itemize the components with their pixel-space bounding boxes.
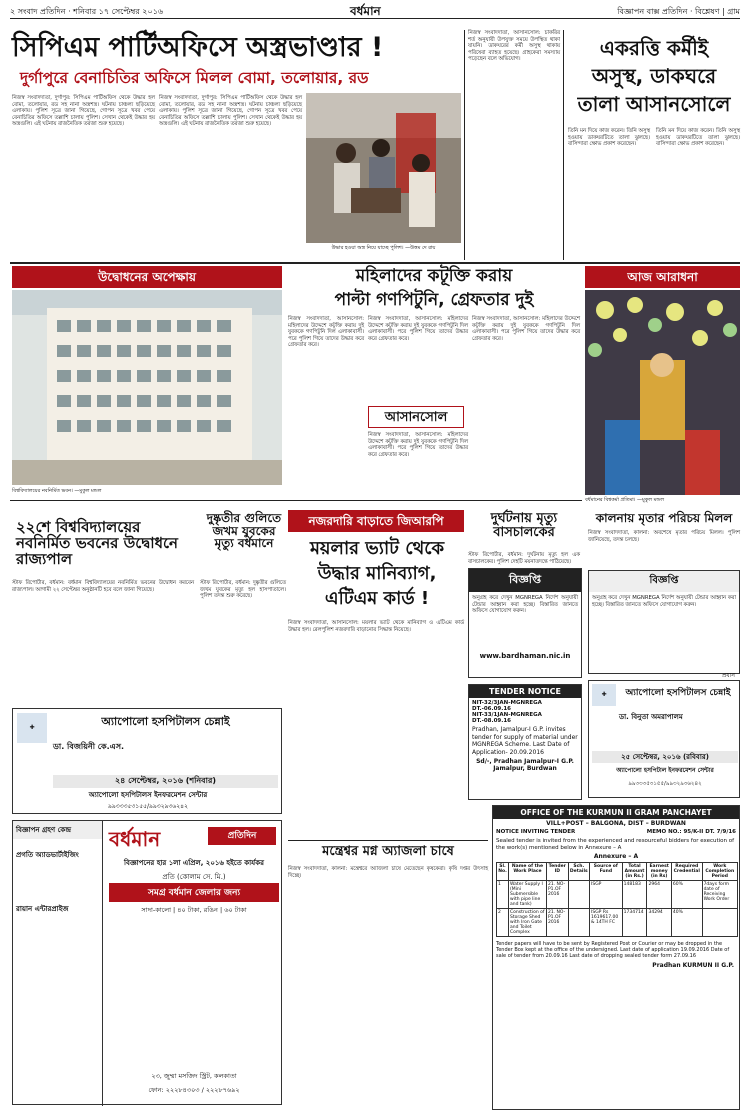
apollo-left-logo: ✚ [17,713,47,743]
apollo-right-title: অ্যাপোলো হসপিটালস চেন্নাই [625,688,731,698]
puja-photo [585,290,740,495]
kurmun-cell-0-8: 7days form date of Receiving Work Order [702,881,737,909]
tender-title: TENDER NOTICE [469,685,581,698]
web-ad-title: বিজ্ঞপ্তি [469,569,581,592]
kurmun-cell-0-4: ISGP [590,881,623,909]
masthead-right: বিজ্ঞাপন বাক্স প্রতিদিন · বিশ্লেষণ | গ্রাম [617,7,740,16]
lead-body-col1: নিজস্ব সংবাদদাতা, দুর্গাপুর: সিপিএম পার্টিঅফিস থেকে উদ্ধার হল বোমা, তলোয়ার, রড সহ নানা অস্ত্রশস্ত্র। ঘটনায় চাঞ্চল্য ছড়িয়েছে এলাকায়। পুলিশ সূত্রে জানা গিয়েছে, গোপন সূত্রে খবর পেয়ে বেনাচিতির অফিসে তল্লাশি চালায় পুলিশ। সেখান থেকেই উদ্ধার হয় অস্ত্রগুলি। এই ঘটনায় রাজনৈতিক তরজা শুরু হয়েছে। [12,95,155,128]
apollo-left-title: অ্যাপোলো হসপিটালস চেন্নাই [101,715,230,728]
accident-headline: দুর্ঘটনায় মৃত্যু বাসচালকের [490,511,558,540]
women-body-col3: নিজস্ব সংবাদদাতা, আসানসোল: মহিলাদের উদ্দেশে কটূক্তি করায় দুই যুবককে গণপিটুনি দিল এলাকাবাসী। পরে পুলিশ গিয়ে তাদের উদ্ধার করে গ্রেফতার করে। [368,432,468,458]
bardhaman-ad-brand: প্রতিদিন [208,827,276,845]
bardhaman-ad-highlight: সমগ্র বর্ধমান জেলার জন্য [109,883,279,902]
bardhaman-ad-address: ২৩, জুম্মা মসজিদ স্ট্রিট, কলকাতা [151,1072,237,1080]
accident-body: স্টাফ রিপোর্টার, বর্ধমান: দুর্ঘটনায় মৃত্যু হল এক বাসচালকের। পুলিশ দেহটি ময়নাতদন্তে পাঠিয়েছে। [468,552,580,565]
web-ad [468,568,582,678]
kurmun-cell-1-7: 40% [671,909,702,937]
kurmun-cell-1-1: Construction of Storage Shed with Iron Gate and Toilet Complex [509,909,547,937]
bardhaman-ad-line2: প্রতি (কোলাম সে. মি.) [162,873,226,881]
crime-body: স্টাফ রিপোর্টার, বর্ধমান: দুষ্কৃতীর গুলিতে জখম যুবকের মৃত্যু হল হাসপাতালে। পুলিশ তদন্ত শুরু করেছে। [200,580,286,600]
kurmun-tender [492,805,740,1110]
paddy-headline: মন্ত্রেশ্বর মগ্ন অ্যাজলা চাষে [322,844,454,859]
bigyapti-ad [588,570,740,679]
apollo-right-venue: অ্যাপোলো হসপিটাল ইনফরমেশন সেন্টার [616,767,714,774]
kurmun-cell-1-8 [702,909,737,937]
right-top-headline-1: একরত্তি কর্মীই [599,36,709,60]
paddy-body: নিজস্ব সংবাদদাতা, কালনা: মন্ত্রেশ্বরে অ্যাজলা চাষে মেতেছেন কৃষকেরা। কৃষি দপ্তর উৎসাহ দিচ্ছে। [288,866,488,879]
university-photo-caption: বিশ্ববিদ্যালয়ের নবনির্মিত ভবন। —মুকুল মন্ডল [12,488,102,494]
bardhaman-ad-phone: ফোন: ২২২৮৪৩০৩ / ২২২৮৭৬৯২ [148,1086,240,1094]
apollo-left-ad [12,708,282,814]
kurmun-table [496,862,738,937]
tender-notice [468,684,582,800]
puja-body: নিজস্ব সংবাদদাতা, কালনা: অবশেষে মৃতার পরিচয় মিলল। পুলিশ জানিয়েছে, তদন্ত চলছে। [588,530,740,543]
puja-headline: কালনায় মৃতার পরিচয় মিলল [595,511,733,525]
table-row [497,881,738,909]
kurmun-cell-0-5: 148183 [622,881,647,909]
apollo-right-ad [588,680,740,798]
kurmun-col-8: Work Completion Period [702,863,737,881]
apollo-left-venue: অ্যাপোলো হসপিটালস ইনফরমেশন সেন্টার [88,791,208,799]
kurmun-cell-0-3 [568,881,589,909]
section-inauguration: উদ্বোধনের অপেক্ষায় [12,266,282,288]
bardhaman-ad-agents [13,821,103,1106]
section-vigilance: নজরদারি বাড়াতে জিআরপি [288,510,464,532]
kurmun-cell-0-7: 60% [671,881,702,909]
kurmun-title: OFFICE OF THE KURMUN II GRAM PANCHAYET [493,806,739,819]
crime-headline: দুষ্কৃতীর গুলিতে জখম যুবকের মৃত্যু বর্ধমানে [206,511,282,551]
bardhaman-ad-label: বিজ্ঞাপন গ্রহণ কেন্দ্র [13,821,102,839]
women-body-col2: নিজস্ব সংবাদদাতা, আসানসোল: মহিলাদের উদ্দেশে কটূক্তি করায় দুই যুবককে গণপিটুনি দিল এলাকাবাসী। পরে পুলিশ গিয়ে তাদের উদ্ধার করে গ্রেফতার করে। [368,316,468,342]
kurmun-col-1: Name of the Work Place [509,863,547,881]
apollo-right-logo: ✚ [592,684,616,706]
apollo-right-doctor: ডা. বিনুতা অমরাপালম [619,713,683,721]
kurmun-col-0: Sl. No. [497,863,509,881]
lead-body-col2: নিজস্ব সংবাদদাতা, দুর্গাপুর: সিপিএম পার্টিঅফিস থেকে উদ্ধার হল বোমা, তলোয়ার, রড সহ নানা অস্ত্রশস্ত্র। ঘটনায় চাঞ্চল্য ছড়িয়েছে এলাকায়। পুলিশ সূত্রে জানা গিয়েছে, গোপন সূত্রে খবর পেয়ে বেনাচিতির অফিসে তল্লাশি চালায় পুলিশ। সেখান থেকেই উদ্ধার হয় অস্ত্রগুলি। এই ঘটনায় রাজনৈতিক তরজা শুরু হয়েছে। [159,95,302,128]
kurmun-notice-row [493,828,739,836]
women-body-col4: নিজস্ব সংবাদদাতা, আসানসোল: মহিলাদের উদ্দেশে কটূক্তি করায় দুই যুবককে গণপিটুনি দিল এলাকাবাসী। পরে পুলিশ গিয়ে তাদের উদ্ধার করে গ্রেফতার করে। [472,316,580,342]
right-top-body-col2: তিনি মন দিয়ে কাজ করেন। তিনি অসুস্থ হওয়ায় ডাকঘরটিতে তালা ঝুলছে। বাসিন্দারা ক্ষোভ প্রকাশ করেছেন। [656,128,740,148]
univ-body: স্টাফ রিপোর্টার, বর্ধমান: বর্ধমান বিশ্ববিদ্যালয়ের নবনির্মিত ভবনের উদ্বোধন করবেন রাজ্যপাল। আগামী ২২ সেপ্টেম্বর অনুষ্ঠানটি হবে বলে জানা গিয়েছে। [12,580,194,593]
kurmun-sign: Pradhan KURMUN II G.P. [652,961,734,969]
kurmun-col-5: Total Amount (in Rs.) [622,863,647,881]
puja-photo-caption: বর্ধমানের বিশ্বকর্মা প্রতিমা। —মুকুল মন্ডল [585,497,665,503]
bigyapti-sign: প্রধান [721,672,735,679]
masthead [10,3,740,19]
web-ad-body: অনুগ্রহ করে দেখুন MGNREGA নির্দেশ অনুযায়ী টেন্ডার আহ্বান করা হচ্ছে। বিস্তারিত জানতে অফিসে যোগাযোগ করুন। [472,595,578,615]
kurmun-cell-1-5: 1734714 [622,909,647,937]
apollo-left-doctor: ডা. বিজয়িনী কে.এস. [53,742,125,751]
section-title: বর্ধমান [350,4,381,18]
kurmun-col-6: Earnest money (in Rs) [647,863,671,881]
kurmun-cell-0-0: 1 [497,881,509,909]
right-top-body-col1: তিনি মন দিয়ে কাজ করেন। তিনি অসুস্থ হওয়ায় ডাকঘরটিতে তালা ঝুলছে। বাসিন্দারা ক্ষোভ প্রকাশ করেছেন। [568,128,650,148]
bardhaman-ad-line1: বিজ্ঞাপনের হার ১লা এপ্রিল, ২০১৬ হইতে কার্যকর [124,859,264,867]
kurmun-col-2: Tender ID [546,863,568,881]
kurmun-col-4: Source of Fund [590,863,623,881]
lead-subhead: দুর্গাপুরে বেনাচিতির অফিসে মিলল বোমা, তলোয়ার, রড [20,69,369,87]
kurmun-cell-1-6: 34294 [647,909,671,937]
tender-line1: NIT-32/3JAN-MGNREGA DT.-06.09.16 [472,700,542,712]
moyla-body: নিজস্ব সংবাদদাতা, আসানসোল: ময়লার ভ্যাট থেকে মানিব্যাগ ও এটিএম কার্ড উদ্ধার হল। রেলপুলিশ নজরদারি বাড়ানোর সিদ্ধান্ত নিয়েছে। [288,620,464,633]
tender-sign: Sd/-, Pradhan Jamalpur-I G.P. Jamalpur, Burdwan [476,758,574,772]
moyla-headline-2: উদ্ধার মানিব্যাগ, [317,563,437,584]
kurmun-cell-0-6: 2964 [647,881,671,909]
kurmun-cell-1-0: 2 [497,909,509,937]
lead-photo-caption: উদ্ধার হওয়া অস্ত্র নিয়ে যাচ্ছে পুলিশ। —উত্তম দে রায় [331,245,436,251]
kurmun-footer: Tender papers will have to be sent by Registered Post or Courier or may be dropped in the Tender Box kept at the office of the undersigned. Last date of application 19.09.2016 Date of sale of tender from 20.09.16 Last date of dropping sealed tender form 27.09.16 [496,941,730,960]
moyla-headline-1: ময়লার ভ্যাট থেকে [309,538,445,559]
apollo-right-date: ২৫ সেপ্টেম্বর, ২০১৬ (রবিবার) [592,751,738,763]
table-row [497,909,738,937]
apollo-left-date: ২৪ সেপ্টেম্বর, ২০১৬ (শনিবার) [53,775,278,788]
univ-headline: ২২শে বিশ্ববিদ্যালয়ের নবনির্মিত ভবনের উদ্বোধনে রাজ্যপাল [16,518,178,568]
masthead-left: ২ সংবাদ প্রতিদিন · শনিবার ১৭ সেপ্টেম্বর ২০১৬ [10,7,164,16]
bardhaman-ad-agent2: রায়ান এন্টারপ্রাইজ [16,905,69,913]
bardhaman-ad-title: বর্ধমান [109,827,161,851]
kurmun-memo: MEMO NO.: 95/K-II DT. 7/9/16 [646,829,736,835]
kurmun-table-header [497,863,738,881]
kurmun-col-7: Required Credential [671,863,702,881]
kurmun-notice: NOTICE INVITING TENDER [496,829,576,835]
side-story-body: নিজস্ব সংবাদদাতা, আসানসোল: চাকরির শর্ত অনুযায়ী উপযুক্ত সময়ে উপস্থিত থাকা যায়নি। ডাকঘরের কর্মী অসুস্থ থাকায় পরিষেবা ব্যাহত হয়েছে। গ্রাহকেরা সমস্যায় পড়েছেন বলে অভিযোগ। [468,30,560,63]
moyla-headline-3: এটিএম কার্ড ! [324,588,430,609]
right-top-headline-3: তালা আসানসোলে [577,92,731,116]
lead-headline: সিপিএম পার্টিঅফিসে অস্ত্রভাণ্ডার ! [12,32,384,63]
kurmun-annexure: Annexure – A [593,853,639,860]
kurmun-cell-0-2: 21. NO-P1.OF 2016 [546,881,568,909]
bardhaman-ad [12,820,282,1105]
kurmun-intro: Sealed tender is invited from the experienced and resourceful bidders for execution of the work(s) mentioned below in Annexure – A [496,838,735,851]
tender-body: Pradhan, Jamalpur-I G.P. invites tender for supply of material under MGNREGA Scheme. Last Date of Application- 20.09.2016 [472,726,578,756]
women-headline-2: পাল্টা গণপিটুনি, গ্রেফতার দুই [334,290,534,310]
right-top-headline-2: অসুস্থ, ডাকঘরে [591,64,717,88]
apollo-right-phone: ৯৯৩৩৩৫৩১৫৫/৯৯৩২৯৩৬২৪২ [628,781,702,787]
lead-photo [306,93,461,243]
bigyapti-body: অনুগ্রহ করে দেখুন MGNREGA নির্দেশ অনুযায়ী টেন্ডার আহ্বান করা হচ্ছে। বিস্তারিত জানতে অফিসে যোগাযোগ করুন। [592,595,736,608]
bardhaman-ad-rates: সাদা-কালো | ৪০ টাকা, রঙিন | ৬০ টাকা [141,906,247,914]
section-today: আজ আরাধনা [585,266,740,288]
women-body-col1: নিজস্ব সংবাদদাতা, আসানসোল: মহিলাদের উদ্দেশে কটূক্তি করায় দুই যুবককে গণপিটুনি দিল এলাকাবাসী। পরে পুলিশ গিয়ে তাদের উদ্ধার করে গ্রেফতার করে। [288,316,364,349]
tender-line2: NIT-33/1JAN-MGNREGA DT.-08.09.16 [472,712,542,724]
kurmun-col-3: Sch. Details [568,863,589,881]
section-aasanssol: আসানসোল [368,406,464,428]
kurmun-cell-1-2: 21. NO-P1.OF 2016 [546,909,568,937]
bardhaman-ad-agent1: প্রগতি অ্যাডভার্টাইজিং [16,851,79,859]
kurmun-cell-0-1: Water Supply I (Mini Submersible with pipe line and tank) [509,881,547,909]
apollo-left-phone: ৯৯৩৩৩৫৩১৫৫/৯৯৩২৯৩৬২৪২ [108,803,188,810]
kurmun-address: VILL+POST – BALGONA, DIST – BURDWAN [546,820,686,827]
web-ad-url: www.bardhaman.nic.in [479,652,571,660]
women-headline-1: মহিলাদের কটূক্তি করায় [355,266,513,286]
university-photo [12,290,282,485]
kurmun-cell-1-3 [568,909,589,937]
bigyapti-title: বিজ্ঞপ্তি [589,571,739,592]
kurmun-cell-1-4: ISGP Rs 1619617.00 & 14TH FC [590,909,623,937]
